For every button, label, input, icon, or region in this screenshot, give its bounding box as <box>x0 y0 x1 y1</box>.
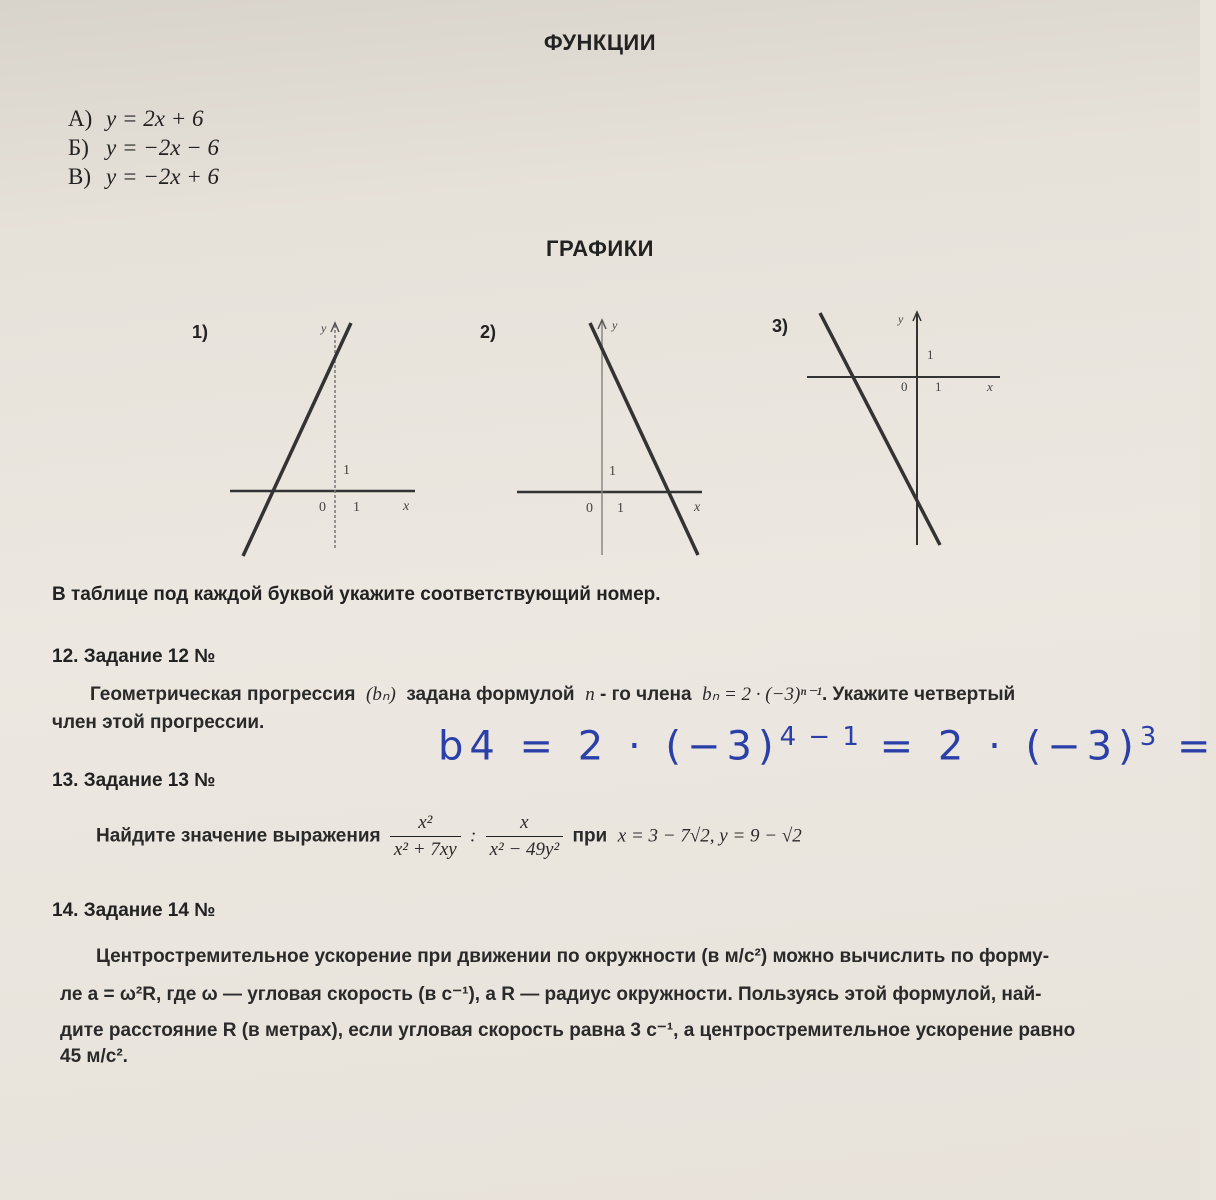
task-12-text-a: Геометрическая прогрессия <box>90 684 356 705</box>
handwriting-mid: = 2 · (−3) <box>860 723 1140 770</box>
task-13-prompt: Найдите значение выражения <box>96 825 381 847</box>
unit-x-label: 1 <box>935 379 942 394</box>
task-13-text <box>96 810 802 863</box>
task-14-line-3: дите расстояние R (в метрах), если угловая скорость равна 3 с⁻¹, а центростремительное ускорение равно <box>60 1020 1076 1041</box>
instruction-text: В таблице под каждой буквой укажите соответствующий номер. <box>52 584 661 605</box>
condition-word: при <box>572 825 608 847</box>
handwriting-exponent-2: 3 <box>1139 722 1159 752</box>
y-axis-label: y <box>321 321 327 335</box>
fraction-1 <box>390 810 461 863</box>
unit-x-label: 1 <box>353 500 360 515</box>
task-14-line-4: 45 м/с². <box>60 1046 128 1067</box>
graphs-heading: ГРАФИКИ <box>546 236 654 261</box>
unit-y-label: 1 <box>609 464 616 479</box>
functions-heading: ФУНКЦИИ <box>543 30 657 55</box>
function-item-b <box>68 133 219 162</box>
divide-operator: : <box>469 825 477 847</box>
fraction-2 <box>486 810 564 863</box>
graph-1-number: 1) <box>192 322 209 342</box>
graph-2 <box>512 315 712 560</box>
n-symbol: n <box>585 684 595 705</box>
fraction-1-denominator: x² + 7xy <box>393 839 457 860</box>
task-12-text <box>90 682 1190 708</box>
handwriting-end: = <box>1158 723 1216 770</box>
handwritten-solution <box>438 722 1216 769</box>
graph-2-number: 2) <box>480 322 497 342</box>
x-axis-label: x <box>987 379 993 394</box>
y-axis-label: y <box>612 318 618 332</box>
x-axis-label: x <box>694 500 701 515</box>
graph-3 <box>805 305 1005 550</box>
origin-label: 0 <box>901 379 908 394</box>
task-13-title: 13. Задание 13 № <box>52 770 216 791</box>
fraction-1-numerator: x² <box>390 810 461 837</box>
function-item-a <box>68 104 219 133</box>
graph-line <box>590 323 698 555</box>
unit-y-label: 1 <box>343 463 350 478</box>
graph-3-number: 3) <box>772 316 789 336</box>
sequence-notation: (bₙ) <box>366 684 396 705</box>
graph-1 <box>225 320 425 560</box>
condition-values: x = 3 − 7√2, y = 9 − √2 <box>617 825 802 847</box>
fraction-2-numerator: x <box>486 810 564 837</box>
function-formula: y = 2x + 6 <box>106 106 204 131</box>
unit-y-label: 1 <box>927 347 934 362</box>
task-12-text-d: . Укажите четвертый <box>821 684 1016 705</box>
function-label: Б) <box>68 135 89 160</box>
function-item-c <box>68 162 219 191</box>
task-12-text-b: задана формулой <box>406 684 575 705</box>
unit-x-label: 1 <box>617 501 624 516</box>
function-list <box>68 104 219 191</box>
task-14-title: 14. Задание 14 № <box>52 900 216 921</box>
origin-label: 0 <box>586 501 593 516</box>
x-axis-label: x <box>403 499 410 514</box>
task-12-text-c: - го члена <box>599 684 692 705</box>
fraction-2-denominator: x² − 49y² <box>489 839 560 860</box>
task-12-text-e: член этой прогрессии. <box>52 712 265 733</box>
sequence-formula: bₙ = 2 · (−3)ⁿ⁻¹ <box>702 684 822 705</box>
function-formula: y = −2x + 6 <box>106 164 219 189</box>
task-14-line-1: Центростремительное ускорение при движении по окружности (в м/с²) можно вычислить по форму- <box>96 946 1050 967</box>
task-12-title: 12. Задание 12 № <box>52 646 216 667</box>
handwriting-exponent-1: 4 − 1 <box>779 722 861 752</box>
function-formula: y = −2x − 6 <box>106 135 219 160</box>
function-label: А) <box>68 106 93 131</box>
graph-line <box>820 313 940 545</box>
y-axis-label: y <box>898 312 904 326</box>
task-14-line-2: ле a = ω²R, где ω — угловая скорость (в с⁻¹), а R — радиус окружности. Пользуясь этой формулой, най- <box>60 984 1042 1005</box>
origin-label: 0 <box>319 500 326 515</box>
handwriting-lhs: b4 = 2 · (−3) <box>438 723 780 770</box>
function-label: В) <box>68 164 91 189</box>
